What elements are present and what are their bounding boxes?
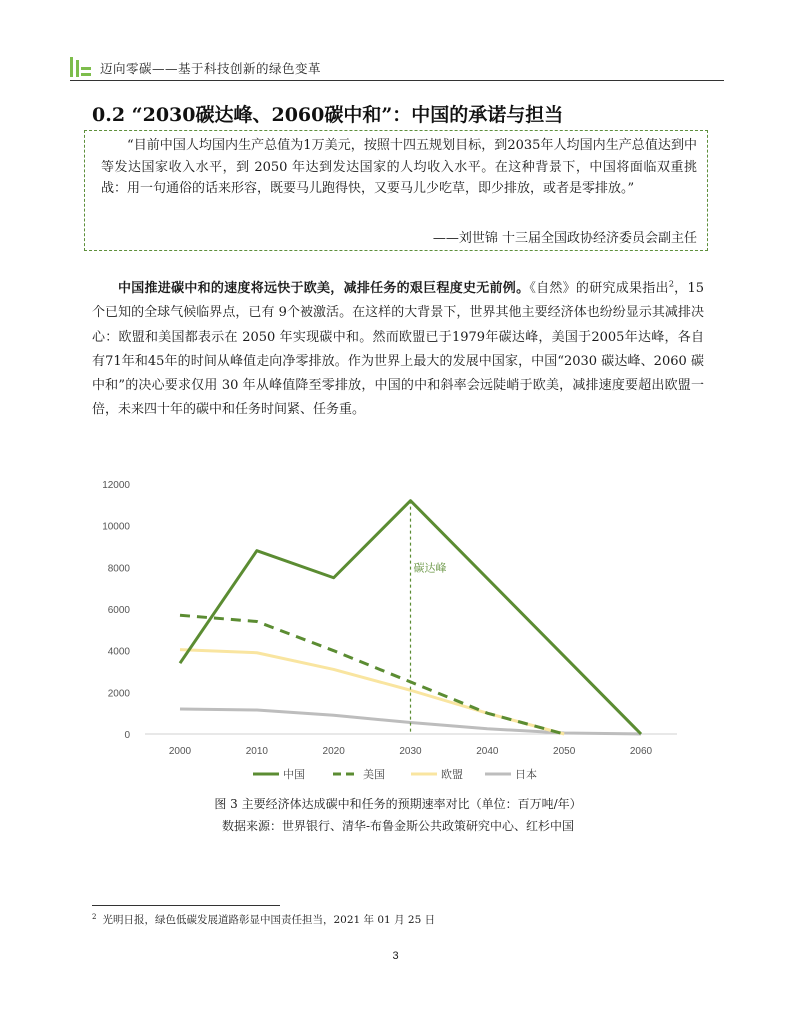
body-text-after-ref: ，15个已知的全球气候临界点，已有 9个被激活。在这样的大背景下，世界其他主要经济体也纷纷显示其减排决心：欧盟和美国都表示在 2050 年实现碳中和。然而欧盟已于1979年碳达峰，美国于2005年达峰，各自有71年和45年的时间从峰值走向净零排放。作为世界上最大的发展中国家，中国“2030 碳达峰、2060 碳中和”的决心要求仅用 30 年从峰值降至零排放，中国的中和斜率会远陡峭于欧美，减排速度要超出欧盟一倍，未来四十年的碳中和任务时间紧、任务重。: [92, 281, 704, 418]
y-tick-label: 6000: [107, 605, 130, 616]
footnote-reference[interactable]: 2: [668, 279, 674, 289]
peak-annotation-label: 碳达峰: [413, 562, 447, 575]
x-tick-label: 2030: [399, 746, 422, 757]
footnote-number: 2: [92, 912, 97, 921]
x-tick-label: 2000: [168, 746, 192, 757]
x-tick-label: 2050: [553, 746, 576, 757]
body-text-before-ref: 《自然》的研究成果指出: [529, 281, 669, 296]
series-line-2: [180, 650, 564, 734]
footnote: [92, 912, 435, 927]
legend-label: 日本: [515, 769, 537, 781]
header-title: 迈向零碳——基于科技创新的绿色变革: [100, 61, 322, 76]
quote-box: [84, 130, 708, 251]
page-header: [70, 57, 724, 79]
series-line-1: [180, 615, 564, 734]
y-tick-label: 12000: [102, 480, 130, 491]
x-tick-label: 2060: [629, 746, 653, 757]
x-tick-label: 2010: [245, 746, 268, 757]
emissions-line-chart: [95, 470, 705, 790]
legend-label: 中国: [283, 769, 305, 781]
quote-text: “目前中国人均国内生产总值为1万美元，按照十四五规划目标，到2035年人均国内生产总值达到中等发达国家收入水平，到 2050 年达到发达国家的人均收入水平。在这种背景下，中国将面临双重挑战：用一句通俗的话来形容，既要马儿跑得快，又要马儿少吃草，即少排放，或者是零排放。”: [101, 138, 697, 196]
x-tick-label: 2020: [322, 746, 345, 757]
y-tick-label: 10000: [102, 521, 130, 533]
footnote-divider: [92, 905, 280, 906]
y-tick-label: 4000: [107, 646, 130, 658]
y-tick-label: 0: [124, 730, 130, 741]
section-title: 0.2 “2030碳达峰、2060碳中和”：中国的承诺与担当: [92, 104, 564, 126]
header-divider: [70, 80, 724, 81]
body-lead-sentence: 中国推进碳中和的速度将远快于欧美，减排任务的艰巨程度史无前例。: [118, 281, 530, 296]
x-tick-label: 2040: [476, 746, 499, 757]
y-tick-label: 2000: [107, 688, 130, 700]
brand-logo-icon: [70, 57, 92, 77]
page-number: 3: [392, 950, 399, 962]
quote-source: ——刘世锦 十三届全国政协经济委员会副主任: [432, 231, 697, 246]
figure-caption: 图 3 主要经济体达成碳中和任务的预期速率对比（单位：百万吨/年）: [214, 797, 582, 811]
legend-label: 欧盟: [441, 769, 463, 781]
body-paragraph: [92, 277, 704, 423]
footnote-text: 光明日报，绿色低碳发展道路彰显中国责任担当，2021 年 01 月 25 日: [102, 914, 436, 926]
figure-source: 数据来源：世界银行、清华-布鲁金斯公共政策研究中心、红杉中国: [221, 819, 575, 833]
y-tick-label: 8000: [107, 563, 130, 575]
legend-label: 美国: [363, 769, 385, 781]
